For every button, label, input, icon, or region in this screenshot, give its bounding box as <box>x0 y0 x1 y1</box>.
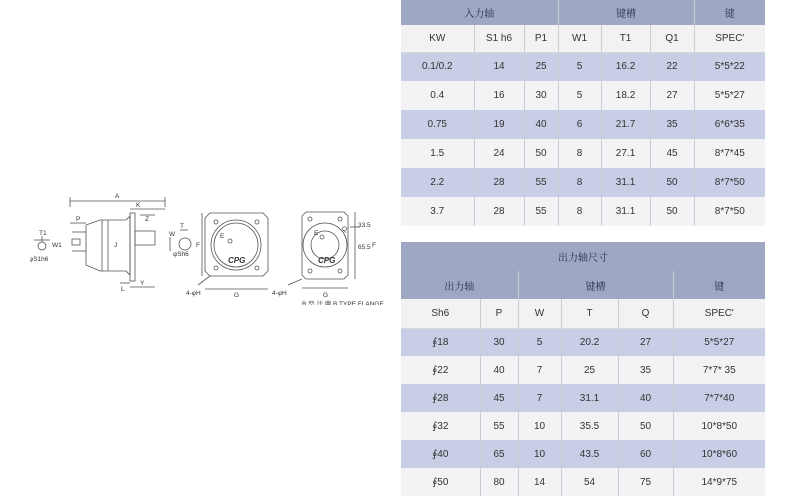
label-T1: T1 <box>39 230 47 237</box>
table-row <box>401 81 765 110</box>
table-cell: 50 <box>650 197 694 226</box>
label-W: W <box>169 231 176 238</box>
table-cell: 5*5*27 <box>694 81 765 110</box>
table-row <box>401 168 765 197</box>
table-cell: 6*6*35 <box>694 110 765 139</box>
col-header: Q1 <box>650 25 694 52</box>
gear-motor-drawing <box>30 185 385 305</box>
input-title-shaft: 入力轴 <box>401 0 558 25</box>
input-title-row <box>401 0 765 25</box>
table-cell: 7 <box>518 356 561 384</box>
table-cell: 25 <box>524 52 558 81</box>
table-cell: 5 <box>558 81 601 110</box>
table-cell: 10 <box>518 412 561 440</box>
table-cell: 30 <box>524 81 558 110</box>
brand-logo-mid: CPG <box>228 256 246 265</box>
table-cell: 55 <box>480 412 518 440</box>
table-cell: 40 <box>618 384 673 412</box>
label-G-mid: G <box>234 292 240 299</box>
table-cell: 22 <box>650 52 694 81</box>
col-header: KW <box>401 25 474 52</box>
table-cell: 3.7 <box>401 197 474 226</box>
table-cell: 8*7*50 <box>694 197 765 226</box>
table-cell: 50 <box>650 168 694 197</box>
table-cell: 16 <box>474 81 524 110</box>
table-cell: 8 <box>558 139 601 168</box>
table-cell: 5*5*27 <box>673 328 765 356</box>
table-cell: 14*9*75 <box>673 468 765 496</box>
output-group-key: 键 <box>673 271 765 299</box>
table-cell: 0.75 <box>401 110 474 139</box>
table-cell: 35.5 <box>561 412 618 440</box>
label-G-right: G <box>323 292 329 299</box>
col-header: SPEC' <box>694 25 765 52</box>
table-cell: 7*7* 35 <box>673 356 765 384</box>
col-header: SPEC' <box>673 299 765 328</box>
table-row <box>401 468 765 496</box>
table-cell: 16.2 <box>601 52 650 81</box>
input-title-key: 键 <box>694 0 765 25</box>
col-header: P <box>480 299 518 328</box>
col-header: P1 <box>524 25 558 52</box>
col-header: S1 h6 <box>474 25 524 52</box>
label-E-right: E <box>314 230 319 237</box>
table-row <box>401 440 765 468</box>
table-cell: 55 <box>524 168 558 197</box>
input-shaft-table <box>401 0 765 226</box>
col-header: W <box>518 299 561 328</box>
table-cell: 25 <box>561 356 618 384</box>
table-cell: 75 <box>618 468 673 496</box>
label-F-mid: F <box>196 242 200 249</box>
label-J: J <box>114 242 118 249</box>
table-cell: 31.1 <box>601 197 650 226</box>
label-33-5: 33.5 <box>358 222 371 229</box>
table-cell: 28 <box>474 197 524 226</box>
table-cell: ∮32 <box>401 412 480 440</box>
table-cell: ∮22 <box>401 356 480 384</box>
table-row <box>401 139 765 168</box>
label-E-mid: E <box>220 233 225 240</box>
table-cell: ∮18 <box>401 328 480 356</box>
input-header-row <box>401 25 765 52</box>
label-L: L <box>121 286 125 293</box>
table-cell: 8 <box>558 168 601 197</box>
table-cell: 2.2 <box>401 168 474 197</box>
table-cell: 1.5 <box>401 139 474 168</box>
table-cell: 50 <box>618 412 673 440</box>
table-cell: ∮40 <box>401 440 480 468</box>
output-caption-row <box>401 242 765 271</box>
table-row <box>401 52 765 81</box>
table-cell: 7 <box>518 384 561 412</box>
label-65-5: 65.5 <box>358 244 371 251</box>
col-header: W1 <box>558 25 601 52</box>
table-cell: ∮28 <box>401 384 480 412</box>
table-cell: 55 <box>524 197 558 226</box>
label-hole-mid: 4-φH <box>186 290 201 297</box>
table-row <box>401 328 765 356</box>
table-cell: 80 <box>480 468 518 496</box>
label-Z: Z <box>145 216 149 223</box>
table-cell: ∮50 <box>401 468 480 496</box>
dimension-drawing-svg <box>30 185 385 305</box>
table-cell: 45 <box>480 384 518 412</box>
table-cell: 31.1 <box>561 384 618 412</box>
label-W1: W1 <box>52 242 62 249</box>
table-cell: 6 <box>558 110 601 139</box>
table-cell: 30 <box>480 328 518 356</box>
output-shaft-table <box>401 242 765 496</box>
output-group-row <box>401 271 765 299</box>
table-row <box>401 197 765 226</box>
table-cell: 19 <box>474 110 524 139</box>
label-P: P <box>76 216 81 223</box>
table-cell: 50 <box>524 139 558 168</box>
table-cell: 27.1 <box>601 139 650 168</box>
label-F-right: F <box>372 242 376 249</box>
table-cell: 35 <box>618 356 673 384</box>
table-cell: 21.7 <box>601 110 650 139</box>
table-cell: 43.5 <box>561 440 618 468</box>
table-cell: 5*5*22 <box>694 52 765 81</box>
table-cell: 10*8*60 <box>673 440 765 468</box>
table-cell: 31.1 <box>601 168 650 197</box>
flange-label-en: B TYPE FLANGE <box>333 301 384 305</box>
col-header: Sh6 <box>401 299 480 328</box>
table-row <box>401 384 765 412</box>
table-cell: 14 <box>518 468 561 496</box>
table-cell: 40 <box>524 110 558 139</box>
table-cell: 27 <box>618 328 673 356</box>
label-K: K <box>136 202 141 209</box>
brand-logo-right: CPG <box>318 256 336 265</box>
col-header: Q <box>618 299 673 328</box>
label-phi-sh6: φSh6 <box>173 251 189 258</box>
table-cell: 8*7*45 <box>694 139 765 168</box>
input-title-keyway: 键槽 <box>558 0 694 25</box>
table-cell: 18.2 <box>601 81 650 110</box>
table-cell: 5 <box>518 328 561 356</box>
label-Y: Y <box>140 280 145 287</box>
table-row <box>401 110 765 139</box>
table-cell: 27 <box>650 81 694 110</box>
table-cell: 24 <box>474 139 524 168</box>
table-cell: 60 <box>618 440 673 468</box>
table-cell: 20.2 <box>561 328 618 356</box>
label-A: A <box>115 193 120 200</box>
output-caption: 出力轴尺寸 <box>401 242 765 271</box>
col-header: T1 <box>601 25 650 52</box>
table-cell: 14 <box>474 52 524 81</box>
table-cell: 35 <box>650 110 694 139</box>
table-cell: 8*7*50 <box>694 168 765 197</box>
output-header-row <box>401 299 765 328</box>
label-hole-right: 4-φH <box>272 290 287 297</box>
col-header: T <box>561 299 618 328</box>
table-cell: 28 <box>474 168 524 197</box>
label-T: T <box>180 223 184 230</box>
output-group-shaft: 出力轴 <box>401 271 518 299</box>
table-cell: 7*7*40 <box>673 384 765 412</box>
label-Q: Q <box>342 226 348 233</box>
table-cell: 10*8*50 <box>673 412 765 440</box>
table-cell: 40 <box>480 356 518 384</box>
table-row <box>401 356 765 384</box>
table-cell: 8 <box>558 197 601 226</box>
table-row <box>401 412 765 440</box>
table-cell: 5 <box>558 52 601 81</box>
table-cell: 0.1/0.2 <box>401 52 474 81</box>
flange-label-zh: B 型 法 蘭 <box>302 301 332 305</box>
table-cell: 54 <box>561 468 618 496</box>
table-cell: 45 <box>650 139 694 168</box>
table-cell: 10 <box>518 440 561 468</box>
label-phi-s1h6: φS1h6 <box>30 256 49 263</box>
table-cell: 0.4 <box>401 81 474 110</box>
output-group-keyway: 键槽 <box>518 271 673 299</box>
table-cell: 65 <box>480 440 518 468</box>
